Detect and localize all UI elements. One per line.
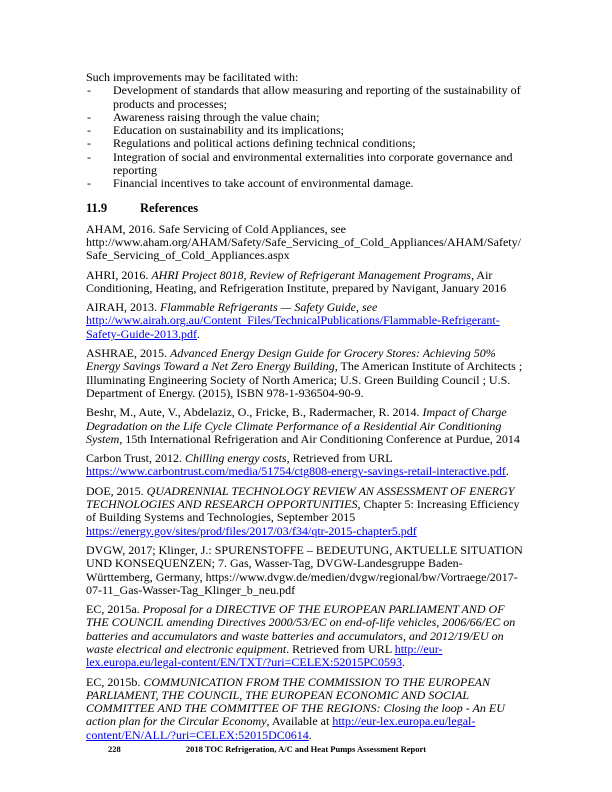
- reference-text: AHRI Project 8018, Review of Refrigerant Management Programs: [151, 267, 472, 282]
- reference-text: Advanced Energy Design Guide for Grocery Stores: Achieving 50% Energy Savings Toward a Net Zero Energy Building,: [86, 346, 496, 374]
- bullet-item: - Regulations and political actions defining technical conditions;: [86, 137, 527, 150]
- reference-entry: [86, 676, 527, 742]
- reference-text: QUADRENNIAL TECHNOLOGY REVIEW AN ASSESSMENT OF ENERGY TECHNOLOGIES AND RESEARCH OPPORTUNITIES,: [86, 483, 515, 512]
- bullet-item: - Awareness raising through the value chain;: [86, 111, 527, 124]
- reference-text: Carbon Trust, 2012.: [86, 451, 186, 466]
- reference-text: Chapter 5: Increasing Efficiency of Building Systems and Technologies, September 2015: [86, 497, 520, 525]
- reference-text: .: [196, 326, 200, 341]
- reference-link[interactable]: https://www.carbontrust.com/media/51754/ctg808-energy-savings-retail-interactive.pdf: [86, 464, 506, 479]
- intro-paragraph: Such improvements may be facilitated with:: [86, 70, 299, 84]
- bullet-item: - Integration of social and environmental externalities into corporate governance and reporting: [86, 151, 527, 178]
- reference-entry: [86, 223, 527, 263]
- reference-text: Chilling energy costs,: [185, 451, 290, 466]
- bullet-list: [86, 84, 527, 190]
- reference-text: Impact of Charge Degradation on the Life Cycle Climate Performance of a Residential Air Conditioning System: [86, 405, 507, 446]
- reference-text: .: [505, 464, 509, 479]
- reference-entry: [86, 544, 527, 597]
- bullet-item: - Education on sustainability and its implications;: [86, 124, 527, 137]
- reference-entry: [86, 347, 527, 400]
- reference-text: ASHRAE, 2015.: [86, 346, 171, 361]
- references-list: [86, 223, 527, 742]
- reference-text: EC, 2015b.: [86, 674, 144, 689]
- reference-text: DVGW, 2017; Klinger, J.: SPURENSTOFFE – BEDEUTUNG, AKTUELLE SITUATION UND KONSEQUENZEN; 7. Gas, Wasser-Tag, DVGW-Landesgruppe Baden-Württemberg, Germany, https://www.dvgw.de/medien/dvgw/regional/bw/Vortraege/2017-07-11_Gas-Wasser-Tag_Klinger_b_neu.pdf: [86, 542, 523, 597]
- reference-text: AIRAH, 2013.: [86, 300, 160, 315]
- page-content: [86, 71, 527, 748]
- reference-link[interactable]: http://www.airah.org.au/Content_Files/TechnicalPublications/Flammable-Refrigerant-Safety-Guide-2013.pdf: [86, 313, 500, 341]
- reference-entry: [86, 485, 527, 538]
- reference-text: , 15th International Refrigeration and Air Conditioning Conference at Purdue, 2014: [119, 431, 520, 446]
- reference-text: Proposal for a DIRECTIVE OF THE EUROPEAN PARLIAMENT AND OF THE COUNCIL amending Directives 2000/53/EC on end-of-life vehicles, 2006/66/EC on batteries and accumulators and waste batteries and accumulators, and 2012/19/EU on waste electrical and electronic equipment: [86, 602, 516, 656]
- reference-text: DOE, 2015.: [86, 483, 147, 498]
- reference-text: . Retrieved from URL: [286, 641, 395, 656]
- reference-text: Retrieved from URL: [289, 451, 393, 466]
- section-heading: [86, 201, 527, 215]
- reference-entry: [86, 603, 527, 669]
- reference-text: AHRI, 2016.: [86, 267, 152, 282]
- reference-entry: [86, 452, 527, 479]
- reference-entry: [86, 269, 527, 296]
- reference-entry: [86, 301, 527, 341]
- reference-text: COMMUNICATION FROM THE COMMISSION TO THE EUROPEAN PARLIAMENT, THE COUNCIL, THE EUROPEAN ECONOMIC AND SOCIAL COMMITTEE AND THE COMMITTEE OF THE REGIONS: Closing the loop - An EU action plan for the Circular Economy: [86, 674, 505, 729]
- reference-link[interactable]: https://energy.gov/sites/prod/files/2017/03/f34/qtr-2015-chapter5.pdf: [86, 523, 417, 538]
- reference-text: Flammable Refrigerants — Safety Guide, see: [160, 300, 378, 315]
- reference-link[interactable]: http://eur-lex.europa.eu/legal-content/EN/ALL/?uri=CELEX:52015DC0614: [86, 714, 476, 742]
- reference-link[interactable]: http://eur-lex.europa.eu/legal-content/EN/TXT/?uri=CELEX:52015PC0593: [86, 641, 443, 670]
- footer-report-title: 2018 TOC Refrigeration, A/C and Heat Pumps Assessment Report: [185, 744, 427, 754]
- page-footer: [0, 744, 612, 754]
- section-title: References: [140, 200, 199, 215]
- section-number: 11.9: [86, 200, 108, 215]
- reference-text: .: [308, 727, 312, 742]
- reference-text: Beshr, M., Aute, V., Abdelaziz, O., Fricke, B., Radermacher, R. 2014.: [86, 405, 423, 420]
- reference-text: AHAM, 2016. Safe Servicing of Cold Appliances, see http://www.aham.org/AHAM/Safety/Safe_Servicing_of_Cold_Appliances/AHAM/Safety/Safe_Servicing_of_Cold_Appliances.aspx: [86, 221, 521, 263]
- reference-entry: [86, 406, 527, 446]
- reference-text: , Available at: [266, 714, 333, 729]
- reference-text: .: [402, 655, 406, 670]
- page-number: 228: [108, 744, 121, 754]
- reference-text: The American Institute of Architects ; Illuminating Engineering Society of North America; U.S. Green Building Council ; U.S. Department of Energy. (2015), ISBN 978-1-936504-90-9.: [86, 359, 523, 400]
- bullet-item: - Development of standards that allow measuring and reporting of the sustainability of products and processes;: [86, 84, 527, 111]
- reference-text: EC, 2015a.: [86, 602, 143, 617]
- reference-text: , Air Conditioning, Heating, and Refrigeration Institute, prepared by Navigant, January 2016: [86, 267, 507, 295]
- bullet-item: - Financial incentives to take account of environmental damage.: [86, 177, 527, 190]
